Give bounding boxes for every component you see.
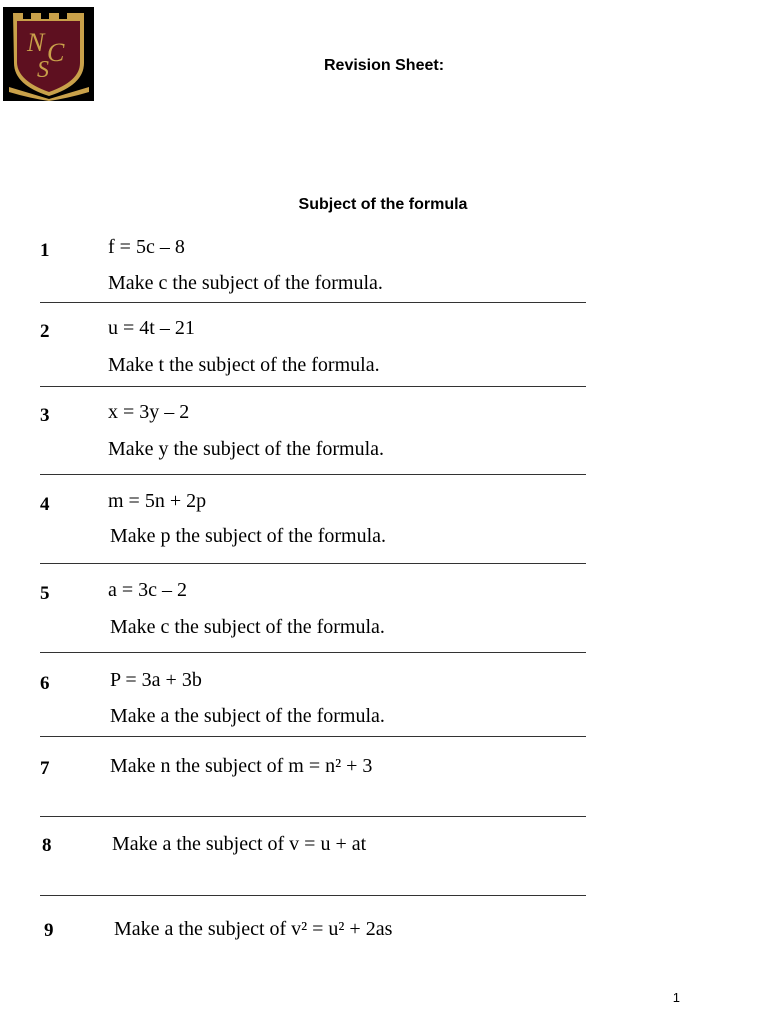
question-number: 1: [40, 240, 50, 261]
divider: [40, 895, 586, 896]
question-instruction: Make a the subject of the formula.: [110, 705, 385, 727]
question-number: 7: [40, 758, 50, 779]
question-instruction: Make c the subject of the formula.: [110, 616, 385, 638]
svg-text:S: S: [37, 57, 49, 83]
question-formula: a = 3c – 2: [108, 579, 188, 601]
question-instruction: Make p the subject of the formula.: [110, 525, 387, 547]
question-instruction: Make t the subject of the formula.: [108, 354, 380, 376]
divider: [40, 474, 586, 475]
divider: [40, 652, 586, 653]
document-title: Revision Sheet:: [323, 57, 445, 74]
question-number: 5: [40, 583, 50, 604]
question-formula: f = 5c – 8: [108, 236, 185, 258]
question-instruction: Make a the subject of v = u + at: [112, 833, 367, 855]
question-formula: P = 3a + 3b: [110, 669, 202, 691]
divider: [40, 736, 586, 737]
divider: [40, 386, 586, 387]
school-logo: [3, 7, 94, 101]
question-formula: u = 4t – 21: [108, 317, 195, 339]
question-instruction: Make a the subject of v² = u² + 2as: [114, 918, 393, 940]
question-instruction: Make n the subject of m = n² + 3: [110, 755, 373, 777]
document-subtitle: Subject of the formula: [298, 196, 468, 213]
svg-text:C: C: [47, 38, 65, 67]
divider: [40, 816, 586, 817]
question-number: 6: [40, 673, 50, 694]
divider: [40, 302, 586, 303]
question-formula: x = 3y – 2: [108, 401, 190, 423]
question-instruction: Make y the subject of the formula.: [108, 438, 385, 460]
question-number: 3: [40, 405, 50, 426]
question-number: 2: [40, 321, 50, 342]
page-number: 1: [672, 990, 680, 1005]
question-number: 8: [42, 835, 52, 856]
divider: [40, 563, 586, 564]
svg-text:N: N: [27, 28, 45, 57]
question-number: 9: [44, 920, 54, 941]
question-formula: m = 5n + 2p: [108, 490, 207, 512]
question-number: 4: [40, 494, 50, 515]
question-instruction: Make c the subject of the formula.: [108, 272, 383, 294]
